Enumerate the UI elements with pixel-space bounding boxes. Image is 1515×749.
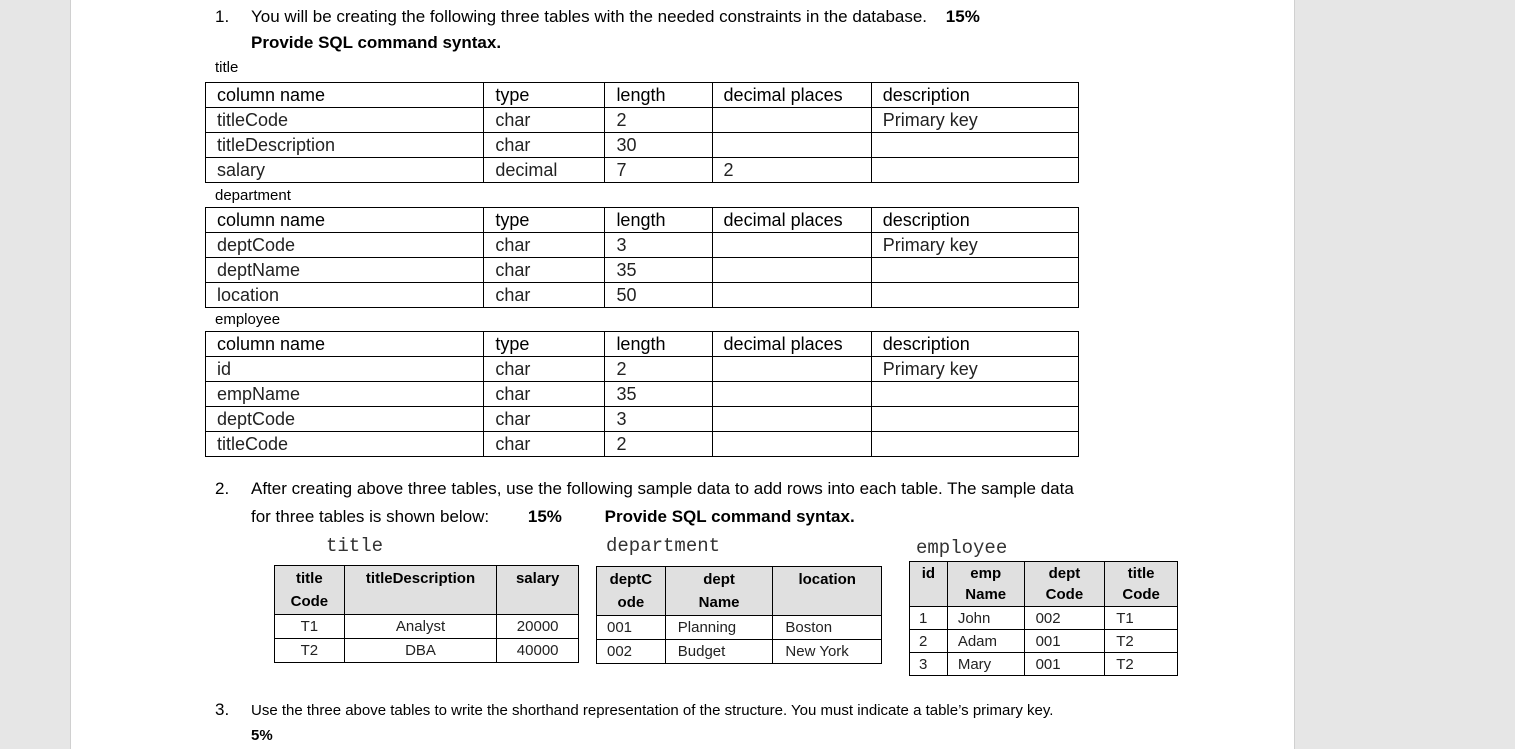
header-text: emp: [970, 565, 1002, 582]
table-cell: 002: [597, 640, 666, 664]
table-cell: char: [484, 233, 605, 258]
table-caption: employee: [215, 311, 281, 328]
title-sample-table: [274, 565, 579, 663]
table-cell: 2: [605, 108, 712, 133]
table-cell: [712, 258, 871, 283]
header-text: salary: [515, 570, 560, 587]
table-caption: title: [215, 59, 239, 76]
header-text: Code: [1122, 586, 1160, 603]
table-row: [275, 639, 579, 663]
header-cell: [1024, 562, 1105, 607]
employee-schema-table: [205, 331, 1079, 457]
table-cell: deptName: [206, 258, 484, 283]
table-cell: 3: [910, 653, 948, 676]
question-text: for three tables is shown below:: [251, 507, 490, 526]
table-cell: Primary key: [871, 233, 1078, 258]
sample-caption: department: [606, 535, 721, 557]
question-number: 1.: [215, 7, 230, 26]
table-cell: 35: [605, 258, 712, 283]
header-cell: description: [871, 332, 1078, 357]
table-row: [597, 640, 882, 664]
table-cell: char: [484, 258, 605, 283]
table-row: [206, 283, 1079, 308]
question-text: Use the three above tables to write the shorthand representation of the structure. You must indicate a table’s primary key.: [251, 702, 1054, 719]
table-cell: [871, 382, 1078, 407]
table-cell: titleCode: [206, 432, 484, 457]
table-header-row: [597, 567, 882, 616]
department-sample-table: [596, 566, 882, 664]
header-cell: length: [605, 208, 712, 233]
header-cell: description: [871, 208, 1078, 233]
table-cell: 3: [605, 233, 712, 258]
table-row: [206, 382, 1079, 407]
header-cell: description: [871, 83, 1078, 108]
table-row: [910, 630, 1178, 653]
table-cell: [712, 108, 871, 133]
header-text: Code: [290, 593, 329, 610]
table-cell: [712, 382, 871, 407]
header-cell: [497, 566, 579, 615]
table-cell: 40000: [497, 639, 579, 663]
table-cell: Mary: [947, 653, 1024, 676]
header-text: dept: [1048, 565, 1081, 582]
table-cell: [712, 432, 871, 457]
table-cell: char: [484, 108, 605, 133]
table-cell: New York: [773, 640, 882, 664]
header-cell: [947, 562, 1024, 607]
table-cell: [712, 233, 871, 258]
table-cell: [712, 407, 871, 432]
header-cell: [597, 567, 666, 616]
question-weight: 5%: [251, 727, 273, 744]
table-cell: 35: [605, 382, 712, 407]
table-cell: 2: [605, 357, 712, 382]
table-cell: 3: [605, 407, 712, 432]
table-cell: 2: [712, 158, 871, 183]
table-cell: salary: [206, 158, 484, 183]
header-cell: [665, 567, 773, 616]
question-text: After creating above three tables, use the following sample data to add rows into each table. The sample data: [251, 479, 1074, 498]
table-cell: John: [947, 607, 1024, 630]
question-number: 3.: [215, 700, 230, 719]
table-cell: T2: [1105, 653, 1178, 676]
header-cell: column name: [206, 332, 484, 357]
table-cell: empName: [206, 382, 484, 407]
header-cell: type: [484, 83, 605, 108]
header-cell: decimal places: [712, 332, 871, 357]
table-cell: T2: [1105, 630, 1178, 653]
header-text: location: [798, 571, 856, 588]
document-page: [70, 0, 1295, 749]
header-cell: type: [484, 208, 605, 233]
table-cell: 7: [605, 158, 712, 183]
header-cell: column name: [206, 83, 484, 108]
header-cell: length: [605, 332, 712, 357]
table-caption: department: [215, 187, 291, 204]
header-cell: length: [605, 83, 712, 108]
sample-caption: title: [326, 535, 384, 557]
header-cell: [1105, 562, 1178, 607]
table-cell: deptCode: [206, 407, 484, 432]
table-cell: Primary key: [871, 357, 1078, 382]
table-row: [206, 133, 1079, 158]
question-text: You will be creating the following three tables with the needed constraints in the database.: [251, 7, 928, 26]
table-cell: decimal: [484, 158, 605, 183]
table-row: [206, 407, 1079, 432]
table-cell: 001: [1024, 653, 1105, 676]
header-text: ode: [617, 594, 645, 611]
table-cell: 30: [605, 133, 712, 158]
header-cell: decimal places: [712, 208, 871, 233]
table-header-row: [206, 332, 1079, 357]
header-text: deptC: [609, 571, 653, 588]
table-cell: Planning: [665, 616, 773, 640]
table-cell: deptCode: [206, 233, 484, 258]
header-text: dept: [703, 571, 735, 588]
table-row: [910, 607, 1178, 630]
table-cell: Boston: [773, 616, 882, 640]
table-cell: char: [484, 382, 605, 407]
table-cell: [871, 283, 1078, 308]
sample-caption: employee: [916, 537, 1008, 559]
table-row: [597, 616, 882, 640]
table-row: [206, 108, 1079, 133]
table-row: [910, 653, 1178, 676]
header-cell: [910, 562, 948, 607]
table-cell: [871, 133, 1078, 158]
table-row: [275, 615, 579, 639]
employee-sample-table: [909, 561, 1178, 676]
table-header-row: [275, 566, 579, 615]
table-cell: T1: [1105, 607, 1178, 630]
table-cell: [871, 158, 1078, 183]
header-text: title: [296, 570, 323, 587]
table-cell: [712, 357, 871, 382]
table-cell: [712, 283, 871, 308]
header-text: id: [921, 565, 936, 582]
table-cell: location: [206, 283, 484, 308]
question-weight: 15%: [527, 507, 562, 526]
table-cell: 001: [1024, 630, 1105, 653]
header-text: Name: [698, 594, 740, 611]
table-cell: DBA: [344, 639, 497, 663]
question-weight: 15%: [945, 7, 980, 26]
header-text: Code: [1045, 586, 1084, 603]
table-cell: [871, 432, 1078, 457]
table-cell: T1: [275, 615, 345, 639]
table-header-row: [910, 562, 1178, 607]
header-text: title: [1127, 565, 1155, 582]
table-cell: [712, 133, 871, 158]
table-cell: char: [484, 283, 605, 308]
table-row: [206, 258, 1079, 283]
table-cell: [871, 258, 1078, 283]
table-cell: titleDescription: [206, 133, 484, 158]
table-row: [206, 158, 1079, 183]
table-cell: 002: [1024, 607, 1105, 630]
table-cell: 20000: [497, 615, 579, 639]
table-cell: char: [484, 432, 605, 457]
header-cell: [773, 567, 882, 616]
table-cell: char: [484, 133, 605, 158]
header-text: titleDescription: [365, 570, 476, 587]
table-cell: 50: [605, 283, 712, 308]
table-cell: 1: [910, 607, 948, 630]
table-header-row: [206, 83, 1079, 108]
department-schema-table: [205, 207, 1079, 308]
header-cell: [275, 566, 345, 615]
header-cell: decimal places: [712, 83, 871, 108]
table-cell: Adam: [947, 630, 1024, 653]
table-header-row: [206, 208, 1079, 233]
table-cell: Budget: [665, 640, 773, 664]
header-text: Name: [965, 586, 1007, 603]
question-instruction: Provide SQL command syntax.: [604, 507, 855, 526]
table-cell: 2: [605, 432, 712, 457]
table-cell: char: [484, 357, 605, 382]
header-cell: type: [484, 332, 605, 357]
table-cell: 2: [910, 630, 948, 653]
table-row: [206, 233, 1079, 258]
question-instruction: Provide SQL command syntax.: [251, 33, 502, 52]
table-row: [206, 432, 1079, 457]
header-cell: [344, 566, 497, 615]
table-cell: id: [206, 357, 484, 382]
table-cell: titleCode: [206, 108, 484, 133]
table-cell: Analyst: [344, 615, 497, 639]
table-cell: 001: [597, 616, 666, 640]
table-cell: Primary key: [871, 108, 1078, 133]
table-cell: [871, 407, 1078, 432]
table-cell: T2: [275, 639, 345, 663]
table-cell: char: [484, 407, 605, 432]
question-number: 2.: [215, 479, 230, 498]
table-row: [206, 357, 1079, 382]
title-schema-table: [205, 82, 1079, 183]
header-cell: column name: [206, 208, 484, 233]
